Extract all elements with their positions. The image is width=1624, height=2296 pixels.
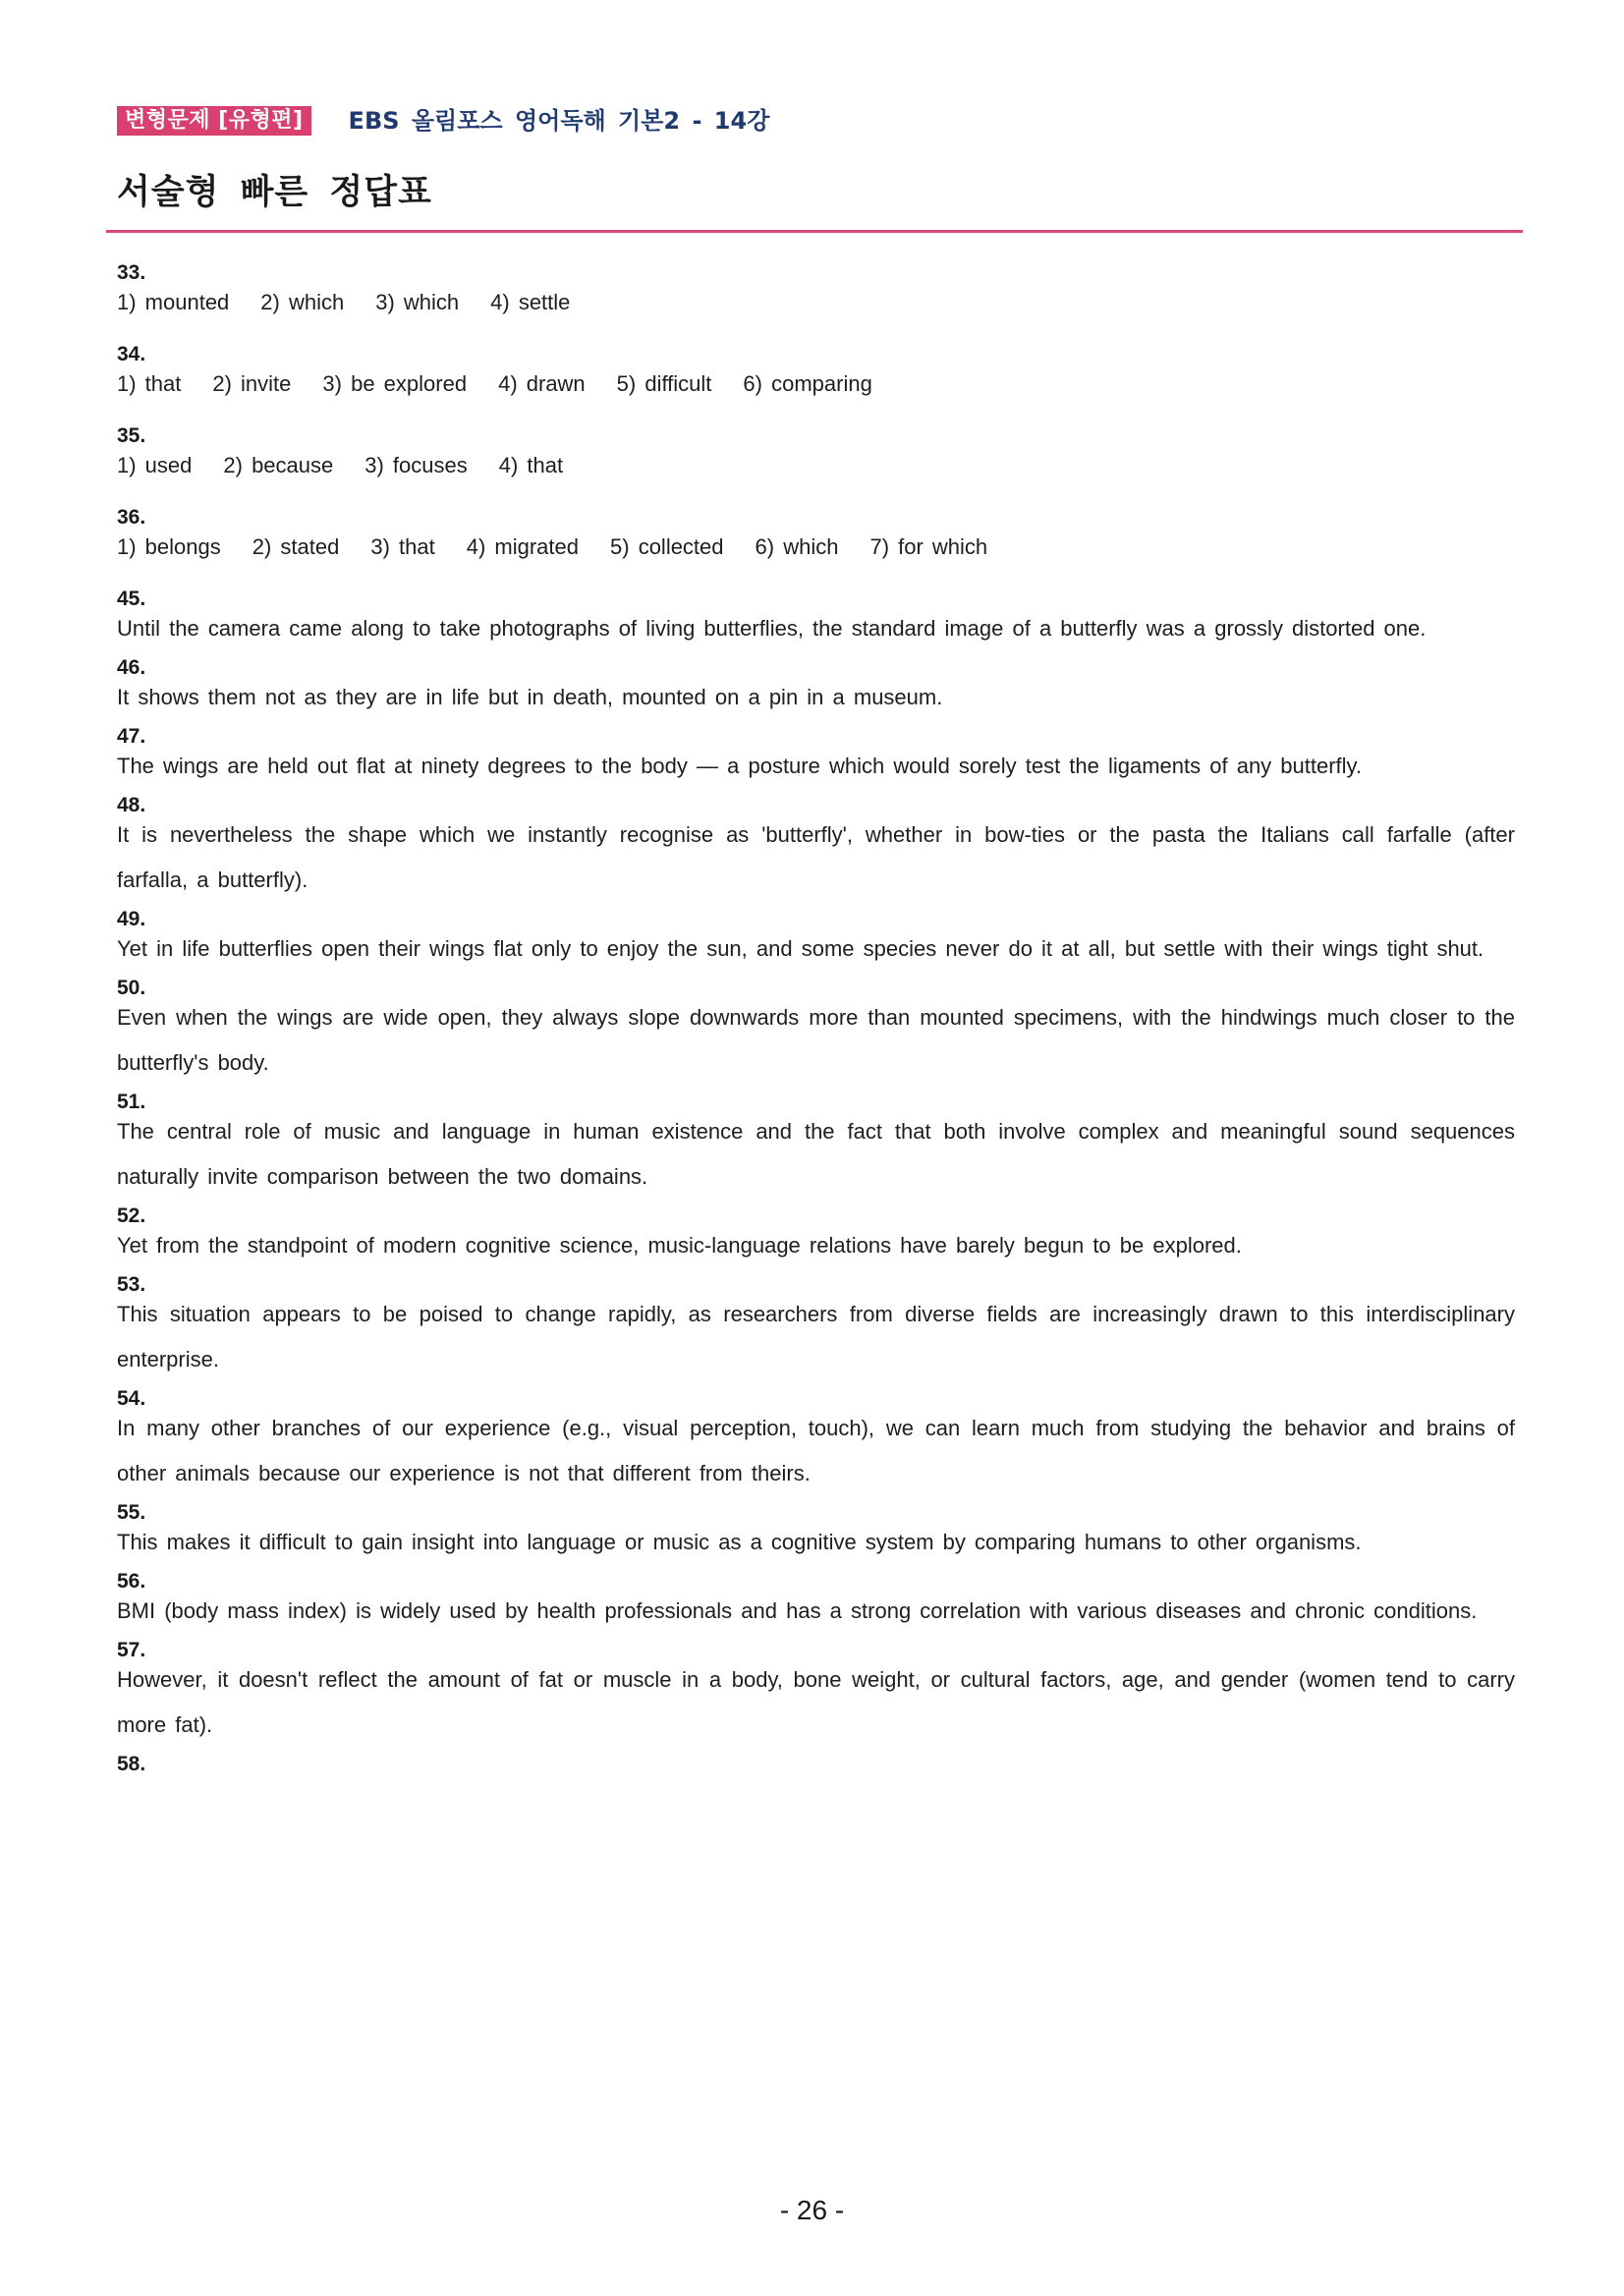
answer-value: 6) comparing <box>743 371 872 396</box>
item-number: 35. <box>117 424 146 447</box>
answer-sentence: Even when the wings are wide open, they always slope downwards more than mounted specimens, with the hindwings much closer to the butterfly's body. <box>117 1005 1515 1075</box>
answer-item <box>117 503 1515 562</box>
answer-item <box>117 1750 1515 1779</box>
item-number: 53. <box>117 1273 146 1296</box>
answer-row <box>117 369 1515 399</box>
answer-item <box>117 1384 1515 1496</box>
answer-sentence: However, it doesn't reflect the amount of fat or muscle in a body, bone weight, or cultural factors, age, and gender (women tend to carry more fat). <box>117 1667 1515 1737</box>
item-number: 56. <box>117 1570 146 1593</box>
answer-item <box>117 1498 1515 1565</box>
answer-row <box>117 451 1515 480</box>
answer-item <box>117 905 1515 972</box>
answer-value: 2) stated <box>252 534 340 559</box>
answer-item <box>117 1636 1515 1748</box>
item-number: 45. <box>117 588 146 610</box>
item-number: 54. <box>117 1387 146 1410</box>
answer-value: 5) difficult <box>616 371 712 396</box>
answer-row <box>117 532 1515 562</box>
item-number: 49. <box>117 908 146 930</box>
series-title: EBS 올림포스 영어독해 기본2 - 14강 <box>348 107 770 135</box>
answer-row <box>117 288 1515 317</box>
answer-item <box>117 653 1515 720</box>
answer-item <box>117 421 1515 480</box>
answer-item <box>117 585 1515 651</box>
answer-item <box>117 974 1515 1086</box>
answer-sentence: It is nevertheless the shape which we instantly recognise as 'butterfly', whether in bow-ties or the pasta the Italians call farfalle (after farfalla, a butterfly). <box>117 822 1515 892</box>
answer-item <box>117 791 1515 903</box>
answer-value: 6) which <box>755 534 839 559</box>
item-number: 51. <box>117 1091 146 1113</box>
answer-item <box>117 1202 1515 1268</box>
answer-item <box>117 1270 1515 1382</box>
item-number: 33. <box>117 261 146 284</box>
item-number: 47. <box>117 725 146 748</box>
item-number: 57. <box>117 1639 146 1661</box>
page-header <box>117 104 769 138</box>
answer-value: 1) belongs <box>117 534 221 559</box>
item-number: 50. <box>117 977 146 999</box>
answer-item <box>117 1088 1515 1200</box>
answer-sentence: The central role of music and language in human existence and the fact that both involve complex and meaningful sound sequences naturally invite comparison between the two domains. <box>117 1119 1515 1189</box>
answer-value: 4) that <box>498 453 564 477</box>
answer-value: 3) that <box>370 534 435 559</box>
answer-item <box>117 722 1515 789</box>
page-title: 서술형 빠른 정답표 <box>117 173 432 212</box>
answer-item <box>117 1567 1515 1634</box>
answer-sentence: Yet in life butterflies open their wings flat only to enjoy the sun, and some species never do it at all, but settle with their wings tight shut. <box>117 936 1484 961</box>
category-tag: 변형문제 [유형편] <box>117 106 311 136</box>
answer-sentence: In many other branches of our experience (e.g., visual perception, touch), we can learn much from studying the behavior and brains of other animals because our experience is not that different from theirs. <box>117 1416 1515 1485</box>
answer-value: 7) for which <box>869 534 988 559</box>
answer-value: 4) migrated <box>466 534 580 559</box>
item-number: 36. <box>117 506 146 529</box>
answer-sentence: Until the camera came along to take photographs of living butterflies, the standard image of a butterfly was a grossly distorted one. <box>117 616 1427 641</box>
answer-item <box>117 258 1515 317</box>
answer-value: 5) collected <box>610 534 724 559</box>
answer-value: 4) drawn <box>498 371 586 396</box>
answer-sentence: Yet from the standpoint of modern cognitive science, music-language relations have barely begun to be explored. <box>117 1233 1242 1258</box>
answer-value: 2) invite <box>212 371 292 396</box>
answer-sentence: This makes it difficult to gain insight into language or music as a cognitive system by comparing humans to other organisms. <box>117 1530 1362 1554</box>
answer-value: 3) which <box>375 290 460 314</box>
item-number: 34. <box>117 343 146 365</box>
item-number: 46. <box>117 656 146 679</box>
answer-value: 1) that <box>117 371 182 396</box>
answer-value: 4) settle <box>490 290 571 314</box>
answer-sentence: The wings are held out flat at ninety degrees to the body — a posture which would sorely test the ligaments of any butterfly. <box>117 754 1363 778</box>
answer-sentence: BMI (body mass index) is widely used by health professionals and has a strong correlation with various diseases and chronic conditions. <box>117 1598 1478 1623</box>
answer-sentence: This situation appears to be poised to change rapidly, as researchers from diverse fields are increasingly drawn to this interdisciplinary enterprise. <box>117 1302 1515 1372</box>
answer-value: 3) be explored <box>322 371 468 396</box>
item-number: 52. <box>117 1204 146 1227</box>
answer-value: 2) which <box>260 290 345 314</box>
title-divider <box>106 230 1523 233</box>
answer-sentence: It shows them not as they are in life but in death, mounted on a pin in a museum. <box>117 685 943 709</box>
answer-value: 1) used <box>117 453 193 477</box>
item-number: 55. <box>117 1501 146 1524</box>
answer-value: 3) focuses <box>364 453 468 477</box>
item-number: 58. <box>117 1753 146 1775</box>
answer-value: 1) mounted <box>117 290 230 314</box>
page-number: - 26 - <box>779 2195 845 2225</box>
item-number: 48. <box>117 794 146 816</box>
answer-item <box>117 340 1515 399</box>
answer-value: 2) because <box>223 453 334 477</box>
answer-list <box>117 258 1515 1781</box>
